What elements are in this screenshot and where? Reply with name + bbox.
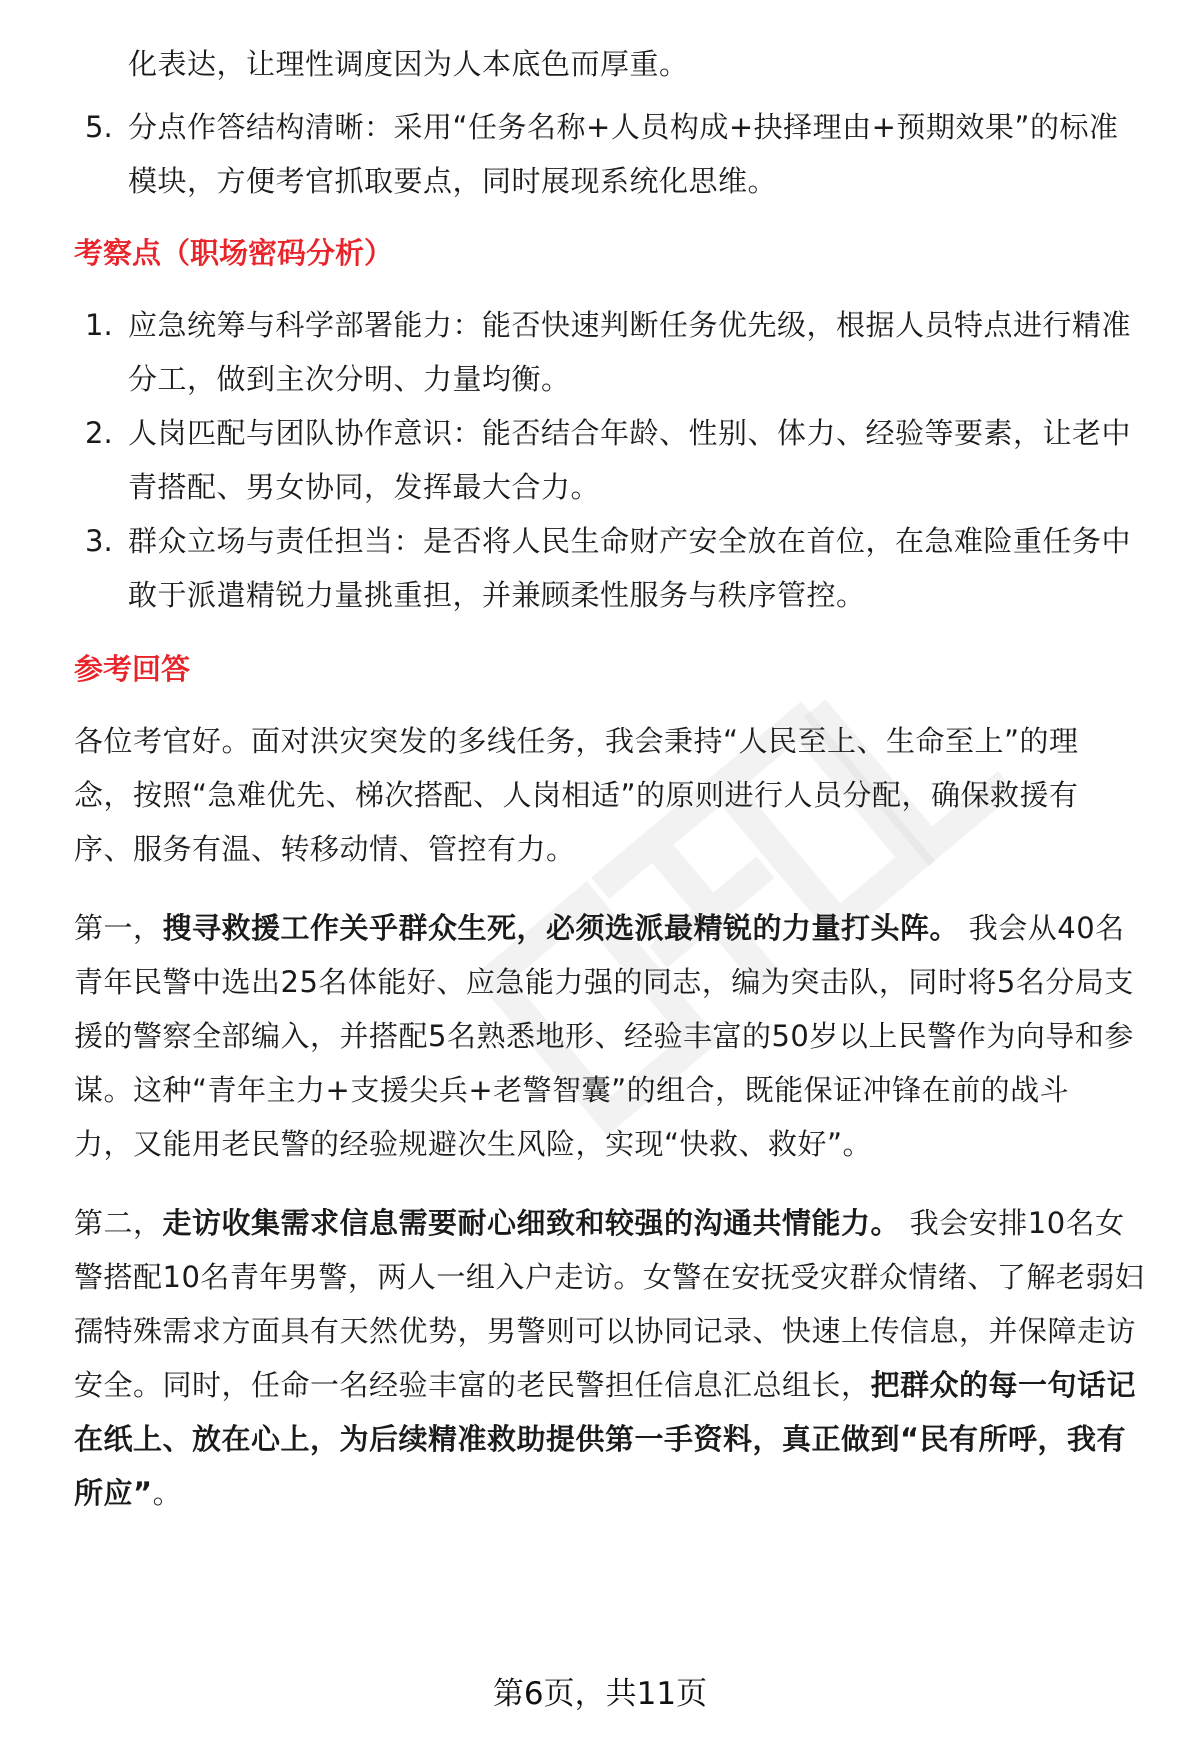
paragraph-line bbox=[74, 1419, 1126, 1459]
list-item-line: 应急统筹与科学部署能力：能否快速判断任务优先级，根据人员特点进行精准 bbox=[128, 308, 1132, 342]
paragraph-line: 警搭配10名青年男警，两人一组入户走访。女警在安抚受灾群众情绪、了解老弱妇 bbox=[74, 1260, 1145, 1294]
paragraph-line: 青年民警中选出25名体能好、应急能力强的同志，编为突击队，同时将5名分局支 bbox=[74, 965, 1134, 999]
bold-emphasis: 所应” bbox=[74, 1476, 153, 1510]
paragraph-line: 援的警察全部编入，并搭配5名熟悉地形、经验丰富的50岁以上民警作为向导和参 bbox=[74, 1019, 1134, 1053]
paragraph-line: 念，按照“急难优先、梯次搭配、人岗相适”的原则进行人员分配，确保救援有 bbox=[74, 778, 1079, 812]
paragraph-line bbox=[74, 1473, 182, 1513]
list-number: 2. bbox=[85, 416, 113, 450]
page-number-footer: 第6页，共11页 bbox=[492, 1676, 708, 1712]
paragraph-prefix: 第二， bbox=[74, 1206, 163, 1240]
continued-text-line: 化表达，让理性调度因为人本底色而厚重。 bbox=[128, 47, 689, 81]
paragraph-text: 安全。同时，任命一名经验丰富的老民警担任信息汇总组长， bbox=[74, 1368, 871, 1402]
paragraph-line bbox=[74, 1203, 1125, 1243]
paragraph-line: 孺特殊需求方面具有天然优势，男警则可以协同记录、快速上传信息，并保障走访 bbox=[74, 1314, 1137, 1348]
list-item-line: 青搭配、男女协同，发挥最大合力。 bbox=[128, 470, 601, 504]
paragraph-line: 力，又能用老民警的经验规避次生风险，实现“快救、救好”。 bbox=[74, 1127, 873, 1161]
list-item-line: 人岗匹配与团队协作意识：能否结合年龄、性别、体力、经验等要素，让老中 bbox=[128, 416, 1132, 450]
list-item-line: 分点作答结构清晰：采用“任务名称+人员构成+抉择理由+预期效果”的标准 bbox=[128, 110, 1119, 144]
section-heading-kaochadian: 考察点（职场密码分析） bbox=[74, 236, 394, 270]
paragraph-text: 我会从40名 bbox=[959, 911, 1125, 945]
bold-emphasis: 走访收集需求信息需要耐心细致和较强的沟通共情能力。 bbox=[162, 1206, 901, 1240]
bold-emphasis: 把群众的每一句话记 bbox=[870, 1368, 1137, 1402]
list-number: 3. bbox=[85, 524, 113, 558]
paragraph-line bbox=[74, 908, 1125, 948]
paragraph-line: 各位考官好。面对洪灾突发的多线任务，我会秉持“人民至上、生命至上”的理 bbox=[74, 724, 1079, 758]
paragraph-line: 序、服务有温、转移动情、管控有力。 bbox=[74, 832, 576, 866]
bold-emphasis: 搜寻救援工作关乎群众生死，必须选派最精锐的力量打头阵。 bbox=[162, 911, 960, 945]
list-item-line: 群众立场与责任担当：是否将人民生命财产安全放在首位，在急难险重任务中 bbox=[128, 524, 1132, 558]
list-item-line: 模块，方便考官抓取要点，同时展现系统化思维。 bbox=[128, 164, 778, 198]
paragraph-text: 。 bbox=[152, 1476, 183, 1510]
list-number: 1. bbox=[85, 308, 113, 342]
paragraph-text: 我会安排10名女 bbox=[900, 1206, 1125, 1240]
list-item-line: 敢于派遣精锐力量挑重担，并兼顾柔性服务与秩序管控。 bbox=[128, 578, 866, 612]
paragraph-prefix: 第一， bbox=[74, 911, 163, 945]
list-number: 5. bbox=[85, 110, 113, 144]
list-item-line: 分工，做到主次分明、力量均衡。 bbox=[128, 362, 571, 396]
bold-emphasis: 在纸上、放在心上，为后续精准救助提供第一手资料，真正做到“民有所呼，我有 bbox=[74, 1422, 1127, 1456]
section-heading-answer: 参考回答 bbox=[74, 652, 191, 686]
paragraph-line: 谋。这种“青年主力+支援尖兵+老警智囊”的组合，既能保证冲锋在前的战斗 bbox=[74, 1073, 1070, 1107]
paragraph-line bbox=[74, 1365, 1136, 1405]
